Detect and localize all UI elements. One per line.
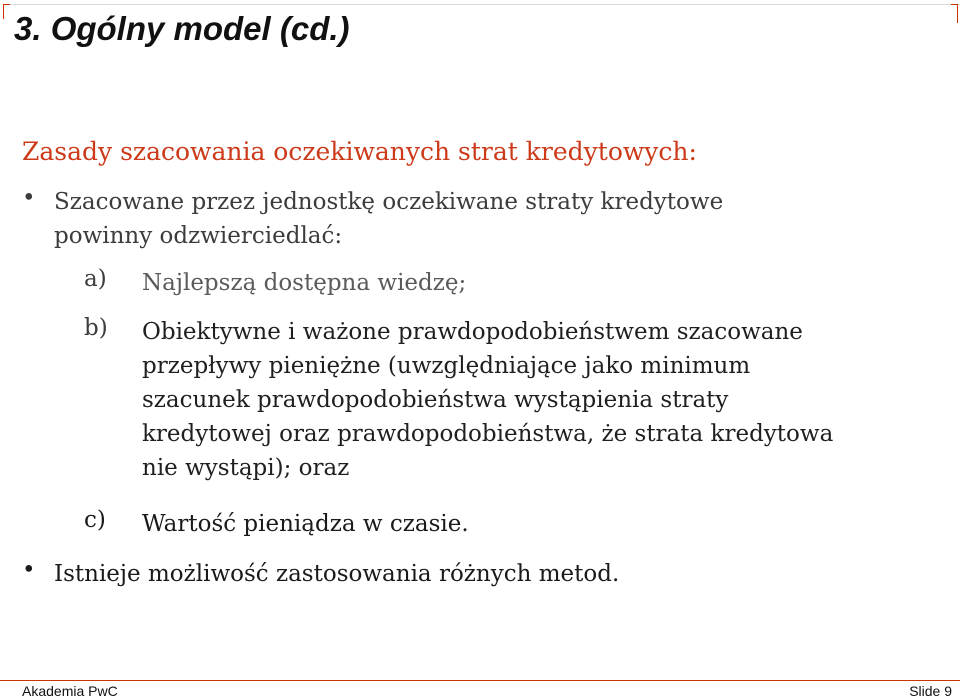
list-marker: a) <box>84 266 107 292</box>
footer-rule <box>0 680 960 681</box>
bullet-text: Szacowane przez jednostkę oczekiwane straty kredytowe powinny odzwierciedlać: <box>54 189 724 249</box>
list-text: Obiektywne i ważone prawdopodobieństwem szacowane przepływy pieniężne (uwzględniające jako minimum szacunek prawdopodobieństwa wystąpienia straty kredytowej oraz prawdopodobieństwa, że strata kredytowa nie wystąpi); oraz <box>142 319 834 481</box>
section-heading: Zasady szacowania oczekiwanych strat kredytowych: <box>22 137 697 166</box>
list-marker: b) <box>84 315 108 341</box>
list-text: Najlepszą dostępna wiedzę; <box>142 270 467 296</box>
corner-decoration <box>3 4 10 19</box>
bullet-text: Istnieje możliwość zastosowania różnych metod. <box>54 561 620 587</box>
bullet-marker: • <box>22 185 36 211</box>
bullet-item <box>22 185 822 253</box>
footer-brand: Akademia PwC <box>22 683 118 699</box>
list-item-a <box>84 266 784 300</box>
list-marker: c) <box>84 507 106 533</box>
list-text: Wartość pieniądza w czasie. <box>142 511 469 537</box>
bullet-item <box>22 557 842 591</box>
slide-number: Slide 9 <box>909 683 952 699</box>
top-rule <box>10 4 960 5</box>
corner-decoration-right <box>951 4 958 23</box>
bullet-marker: • <box>22 557 36 583</box>
slide-title: 3. Ogólny model (cd.) <box>14 10 350 47</box>
list-item-c <box>84 507 784 541</box>
list-item-b <box>84 315 864 485</box>
